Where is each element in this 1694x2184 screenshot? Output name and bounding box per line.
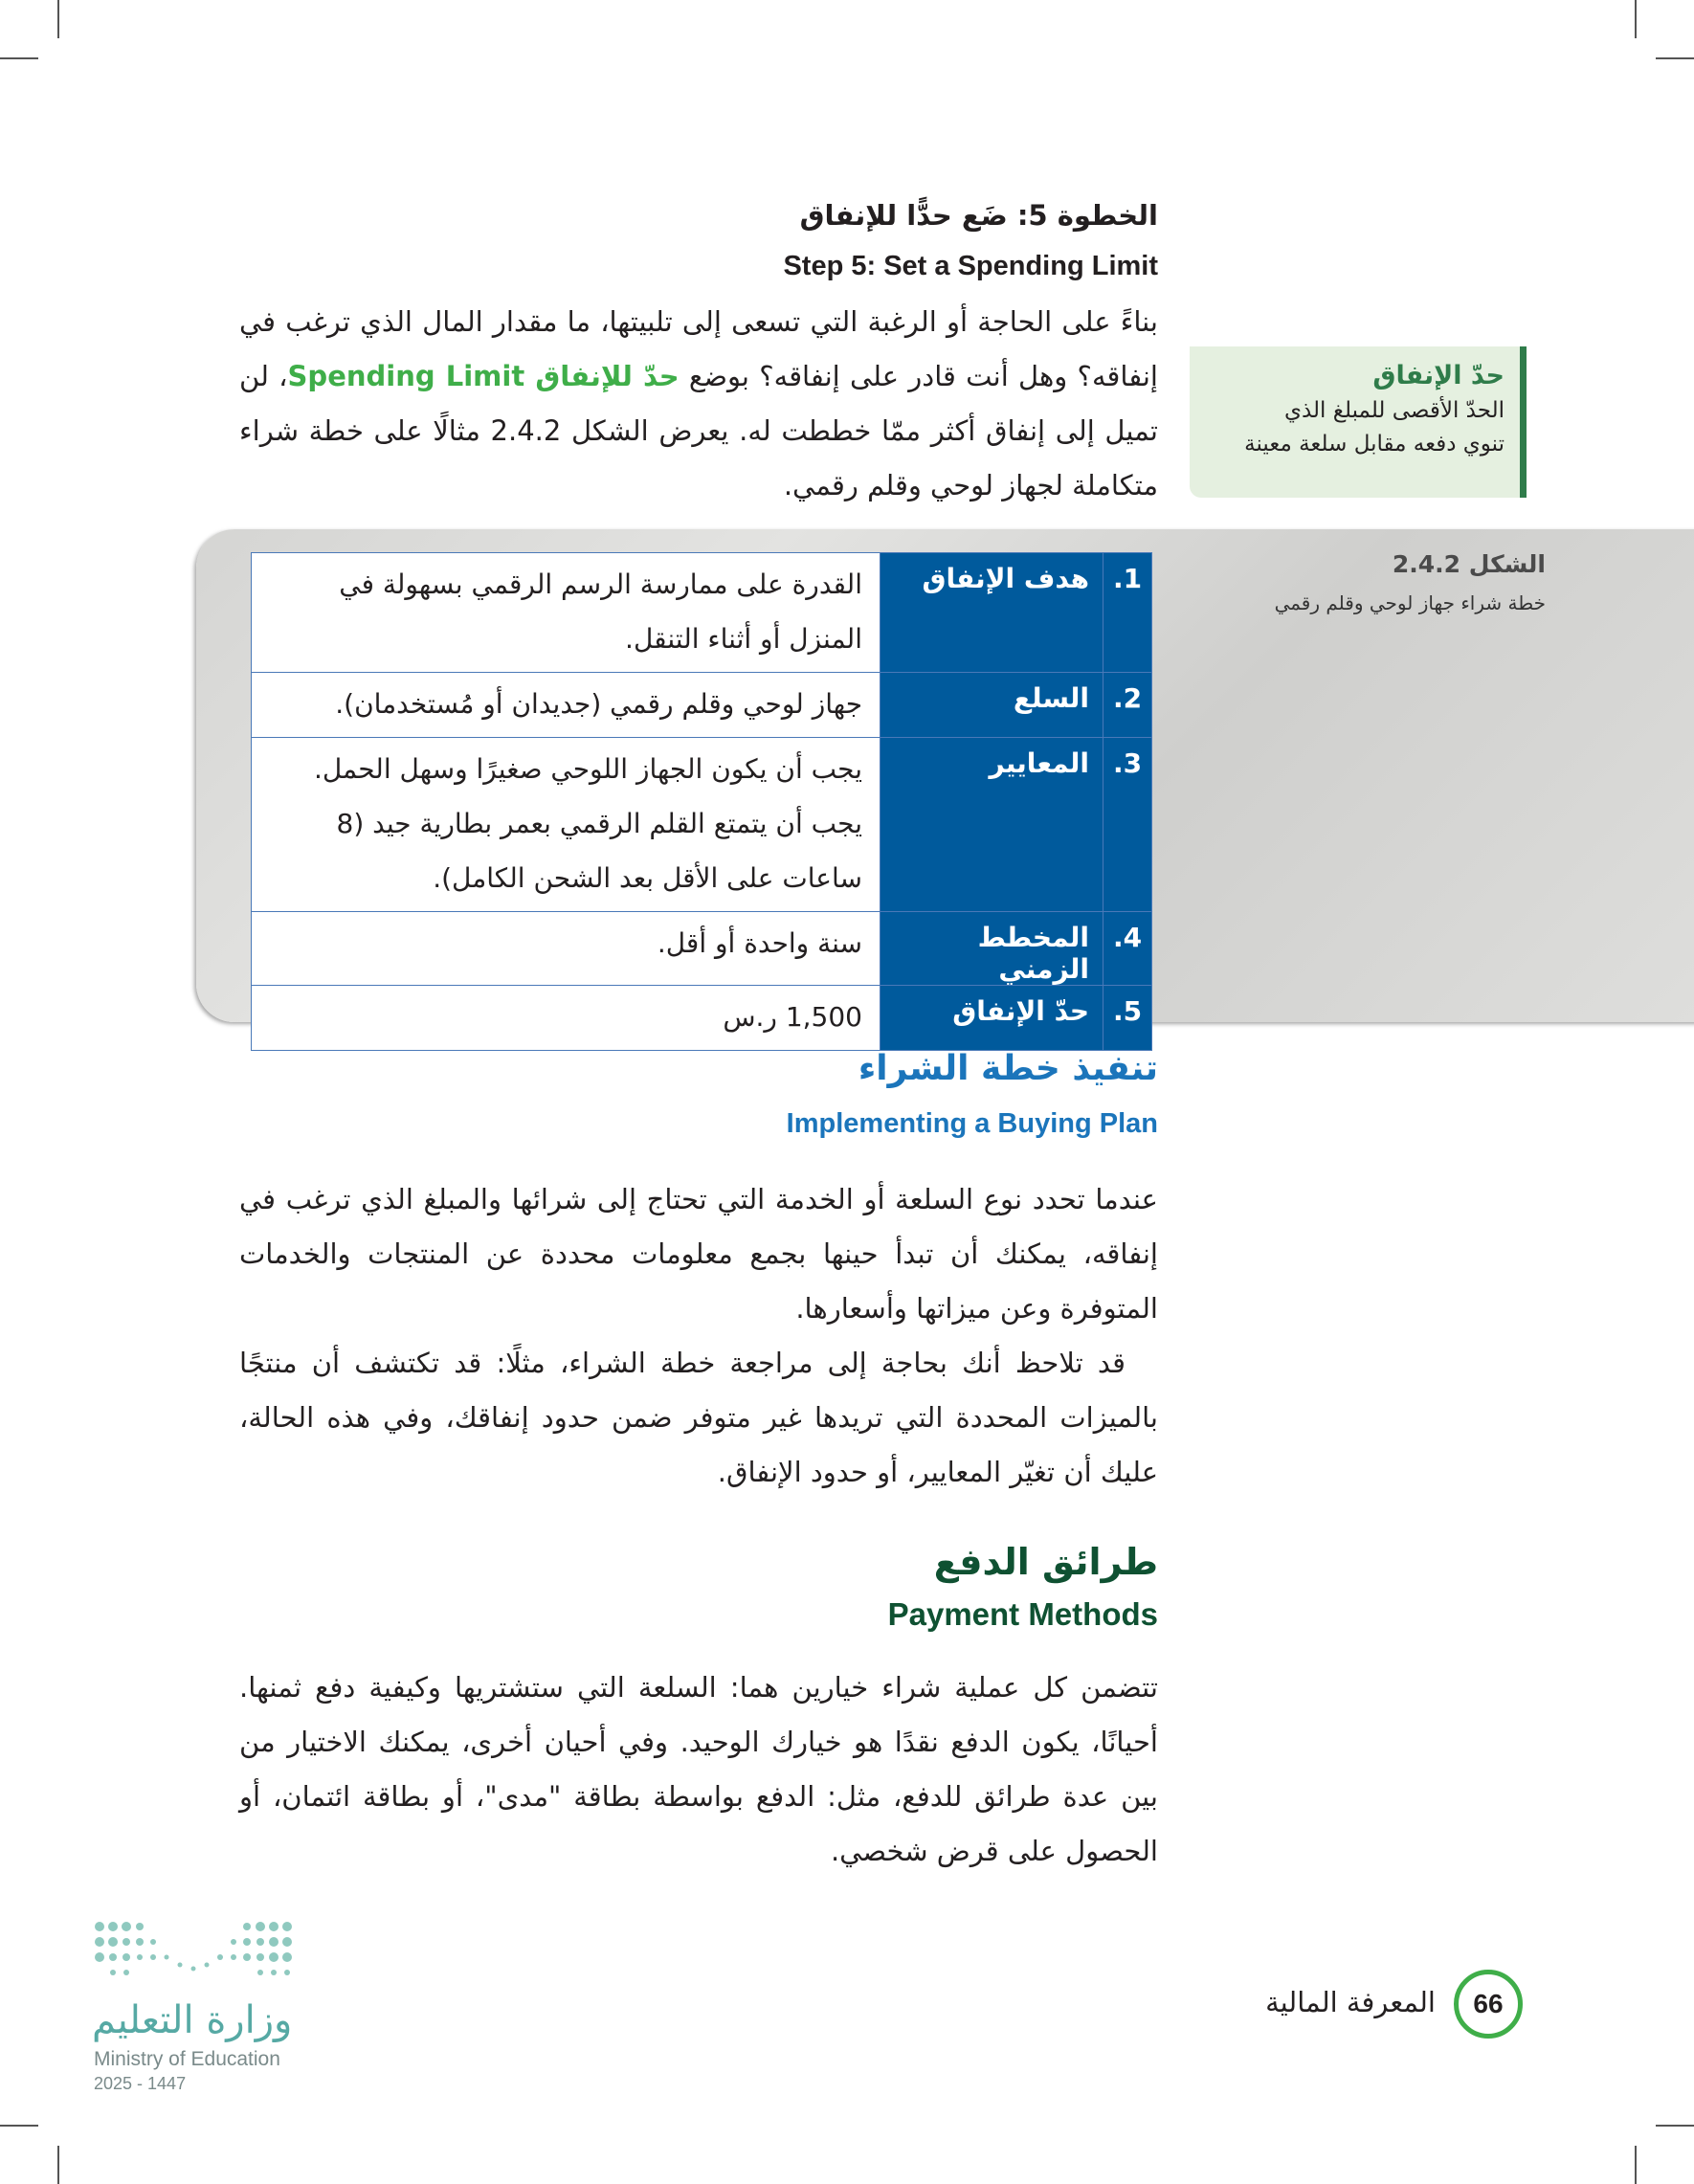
book-title: المعرفة المالية	[1265, 1986, 1436, 2018]
row-number: 3.	[1103, 738, 1152, 912]
crop-mark	[0, 2125, 38, 2127]
step-heading-ar: الخطوة 5: ضَع حدًّا للإنفاق	[799, 199, 1158, 232]
row-value: 1,500 ر.س	[252, 986, 880, 1051]
definition-box	[1190, 346, 1527, 498]
table-row	[252, 673, 1152, 738]
row-value: القدرة على ممارسة الرسم الرقمي بسهولة في المنزل أو أثناء التنقل.	[252, 553, 880, 673]
page-number: 66	[1454, 1970, 1523, 2039]
crop-mark	[0, 57, 38, 59]
row-value: جهاز لوحي وقلم رقمي (جديدان أو مُستخدمان).	[252, 673, 880, 738]
crop-mark	[57, 0, 59, 38]
section-heading-en: Implementing a Buying Plan	[786, 1108, 1158, 1139]
definition-line-1: الحدّ الأقصى للمبلغ الذي	[1283, 398, 1505, 423]
body-paragraph: قد تلاحظ أنك بحاجة إلى مراجعة خطة الشراء، مثلًا: قد تكتشف أن منتجًا بالميزات المحددة التي تريدها غير متوفر ضمن حدود إنفاقك، وفي هذه الحالة، عليك أن تغيّر المعايير، أو حدود الإنفاق.	[239, 1347, 1158, 1488]
row-number: 2.	[1103, 673, 1152, 738]
row-label: حدّ الإنفاق	[880, 986, 1103, 1051]
definition-line-2: تنوي دفعه مقابل سلعة معينة	[1244, 432, 1505, 457]
row-label: المخطط الزمني	[880, 912, 1103, 986]
row-label: المعايير	[880, 738, 1103, 912]
intro-paragraph	[239, 295, 1158, 513]
row-label: هدف الإنفاق	[880, 553, 1103, 673]
crop-mark	[57, 2146, 59, 2184]
ministry-logo-icon	[94, 1919, 300, 1986]
row-number: 5.	[1103, 986, 1152, 1051]
body-paragraph: تتضمن كل عملية شراء خيارين هما: السلعة التي ستشتريها وكيفية دفع ثمنها. أحيانًا، يكون الدفع نقدًا هو خيارك الوحيد. وفي أحيان أخرى، يمكنك الاختيار من بين عدة طرائق للدفع، مثل: الدفع بواسطة بطاقة "مدى"، أو بطاقة ائتمان، أو الحصول على قرض شخصي.	[239, 1671, 1158, 1867]
table-row	[252, 986, 1152, 1051]
section-heading-en: Payment Methods	[887, 1596, 1158, 1632]
table-row	[252, 553, 1152, 673]
intro-text-a: بناءً على الحاجة أو الرغبة التي تسعى إلى تلبيتها، ما مقدار المال الذي ترغب في إنفاقه؟ وهل أنت قادر على إنفاقه؟ بوضع	[239, 305, 1158, 392]
crop-mark	[1635, 0, 1637, 38]
section-heading-ar: طرائق الدفع	[933, 1541, 1158, 1583]
ministry-name-en: Ministry of Education	[94, 2048, 280, 2070]
step-heading-en: Step 5: Set a Spending Limit	[783, 251, 1158, 281]
row-number: 1.	[1103, 553, 1152, 673]
ministry-name-ar: وزارة التعليم	[92, 1998, 293, 2042]
section-heading-ar: تنفيذ خطة الشراء	[858, 1049, 1158, 1088]
edition-year: 2025 - 1447	[94, 2074, 187, 2093]
spending-limit-term: حدّ للإنفاق Spending Limit	[287, 360, 680, 392]
table-row	[252, 738, 1152, 912]
figure-title: الشكل 2.4.2	[1392, 550, 1546, 578]
figure-subtitle: خطة شراء جهاز لوحي وقلم رقمي	[1274, 591, 1546, 614]
row-value: سنة واحدة أو أقل.	[252, 912, 880, 986]
body-paragraph: عندما تحدد نوع السلعة أو الخدمة التي تحتاج إلى شرائها والمبلغ الذي ترغب في إنفاقه، يمكنك أن تبدأ حينها بجمع معلومات محددة عن المنتجات والخدمات المتوفرة وعن ميزاتها وأسعارها.	[239, 1183, 1158, 1325]
crop-mark	[1656, 2125, 1694, 2127]
row-value: يجب أن يكون الجهاز اللوحي صغيرًا وسهل الحمل. يجب أن يتمتع القلم الرقمي بعمر بطارية جيد (8 ساعات على الأقل بعد الشحن الكامل).	[252, 738, 880, 912]
intro-text-b: ، لن تميل إلى إنفاق أكثر ممّا خططت له. يعرض الشكل 2.4.2 مثالًا على خطة شراء متكاملة لجهاز لوحي وقلم رقمي.	[239, 360, 1158, 501]
buying-plan-table	[251, 552, 1152, 1051]
definition-title: حدّ الإنفاق	[1372, 361, 1505, 390]
crop-mark	[1656, 57, 1694, 59]
table-row	[252, 912, 1152, 986]
row-number: 4.	[1103, 912, 1152, 986]
crop-mark	[1635, 2146, 1637, 2184]
row-label: السلع	[880, 673, 1103, 738]
